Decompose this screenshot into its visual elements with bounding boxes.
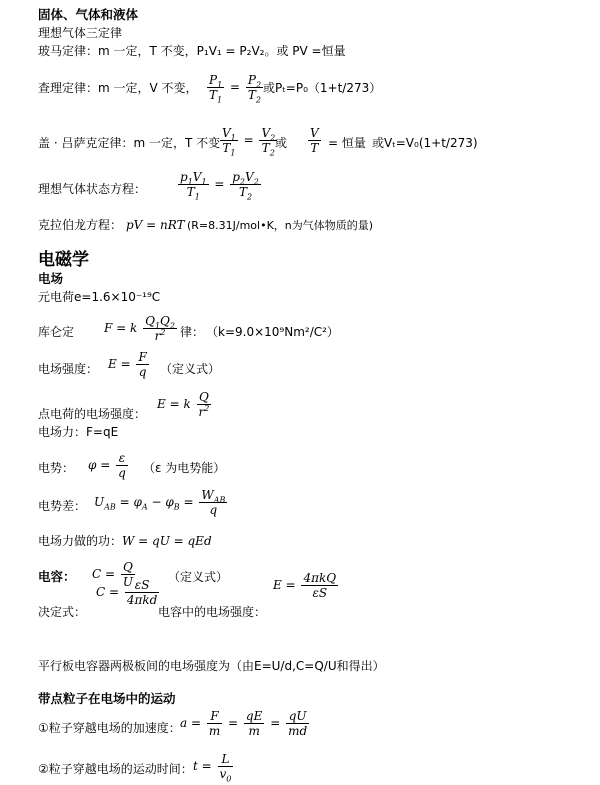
capacitor-field-formula: E = $\frac{\text{4πkQ}}{\varepsilon S}$	[273, 571, 337, 600]
coulomb-constant: （k=9.0×10⁹Nm²/C²）	[206, 325, 339, 339]
coulomb-formula: F = k $\frac{Q_1Q_2}{r^2}$	[104, 314, 175, 343]
charles-law-label: 查理定律：m 一定，V 不变，	[38, 81, 198, 95]
capacitance-definition-note: （定义式）	[168, 570, 229, 584]
state-equation-formula: $\frac{p_1V_1}{T_1}$ = $\frac{p_2V_2}{T_2}$	[180, 170, 259, 202]
capacitor-field-label: 电容中的电场强度：	[158, 605, 267, 619]
field-strength-definition: （定义式）	[160, 362, 221, 376]
charged-particle-heading: 带点粒子在电场中的运动	[38, 691, 176, 706]
v-over-t: $\frac{V}{T}$	[310, 126, 319, 155]
state-equation-label: 理想气体状态方程：	[38, 182, 147, 196]
em-heading: 电磁学	[38, 250, 89, 270]
gay-lussac-law-label: 盖 · 吕萨克定律：m 一定，T 不变	[38, 136, 221, 150]
time-label: ②粒子穿越电场的运动时间：	[38, 762, 193, 776]
gay-lussac-formula: $\frac{V_1}{T_1}$ = $\frac{V_2}{T_2}$	[222, 126, 276, 158]
acceleration-formula: a = $\frac{F}{m}$ = $\frac{qE}{m}$ = $\frac{qU}{md}$	[180, 709, 308, 738]
capacitance-determinative-formula: C = $\frac{\varepsilon S}{\text{4πkd}}$	[96, 578, 158, 607]
potential-difference-formula: $U_{AB} = \varphi_A - \varphi_B$ = $\frac{W_{AB}}{q}$	[94, 488, 226, 517]
field-force: 电场力：F=qE	[38, 425, 119, 439]
clapeyron-formula: pV = nRT	[126, 218, 185, 232]
electric-field-heading: 电场	[38, 271, 64, 286]
parallel-plate-field: 平行板电容器两极板间的电场强度为（由E=U/d,C=Q/U和得出）	[38, 659, 385, 673]
clapeyron-label: 克拉伯龙方程：	[38, 218, 123, 232]
determinative-label: 决定式：	[38, 605, 87, 619]
coulomb-label: 库仑定	[38, 325, 75, 339]
coulomb-law-suffix: 律：	[180, 325, 205, 339]
potential-label: 电势：	[38, 461, 75, 475]
elementary-charge: 元电荷e=1.6×10⁻¹⁹C	[38, 290, 161, 304]
potential-formula: φ = $\frac{\varepsilon}{q}$	[88, 451, 126, 480]
gay-lussac-alt: 或Vₜ=V₀(1+t/273)	[372, 136, 478, 150]
charles-alt: 或Pₜ=P₀（1+t/273）	[263, 81, 382, 95]
charles-formula: $\frac{P_1}{T_1}$ = $\frac{P_2}{T_2}$	[209, 73, 262, 105]
boyle-law: 玻马定律：m 一定，T 不变，P₁V₁ = P₂V₂。或 PV =恒量	[38, 44, 346, 58]
capacitance-label: 电容：	[38, 569, 76, 584]
field-work-formula: W = qU = qEd	[122, 534, 212, 548]
field-strength-label: 电场强度：	[38, 362, 99, 376]
point-charge-field-label: 点电荷的电场强度：	[38, 407, 147, 421]
potential-note: （ε 为电势能）	[143, 461, 226, 475]
field-strength-formula: E = $\frac{F}{q}$	[108, 350, 147, 379]
acceleration-label: ①粒子穿越电场的加速度：	[38, 721, 181, 735]
potential-difference-label: 电势差：	[38, 499, 87, 513]
point-charge-formula: E = k $\frac{Q}{r^2}$	[157, 390, 210, 419]
gay-lussac-constant: = 恒量	[328, 136, 366, 150]
gay-lussac-or: 或	[275, 136, 288, 150]
clapeyron-note: (R=8.31J/mol•K，n为气体物质的量)	[187, 219, 374, 232]
gas-heading: 固体、气体和液体	[38, 7, 139, 22]
capacitance-definition-formula: C = $\frac{Q}{U}$	[92, 560, 133, 589]
ideal-gas-laws-title: 理想气体三定律	[38, 26, 123, 40]
field-work-label: 电场力做的功：	[38, 534, 123, 548]
time-formula: t = $\frac{L}{v_0}$	[193, 752, 232, 784]
